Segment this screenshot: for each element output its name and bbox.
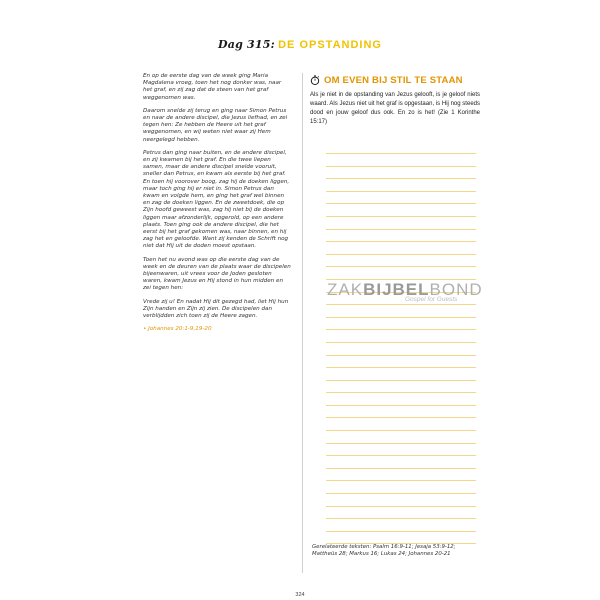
scripture-paragraph: Vrede zij u! En nadat Hij dit gezegd had, liet Hij hun Zijn handen en Zijn zij zien. De discipelen dan verblijdden zich toen zij de Heere zagen.: [143, 298, 289, 320]
writing-line[interactable]: [326, 480, 476, 481]
watermark-part2: BIJBEL: [363, 280, 430, 299]
reflection-column: [310, 73, 480, 127]
scripture-column: [143, 73, 291, 340]
writing-line[interactable]: [326, 166, 476, 167]
writing-line[interactable]: [326, 229, 476, 230]
writing-line[interactable]: [326, 468, 476, 469]
scripture-reference: • Johannes 20:1-9,19-20: [143, 326, 212, 333]
writing-line[interactable]: [326, 304, 476, 305]
scripture-paragraph: Toen het nu avond was op die eerste dag van de week en de deuren van de plaats waar de discipelen bijeenwaren, uit vrees voor de Joden gesloten waren, kwam Jezus en Hij stond in hun midden en zei tegen hen:: [143, 256, 291, 292]
writing-line[interactable]: [326, 203, 476, 204]
writing-line[interactable]: [326, 417, 476, 418]
stopwatch-icon: [310, 75, 320, 85]
writing-line[interactable]: [326, 329, 476, 330]
writing-line[interactable]: [326, 355, 476, 356]
page-heading: [0, 38, 600, 51]
watermark: [327, 280, 483, 303]
scripture-paragraph: Daarom snelde zij terug en ging naar Simon Petrus en naar de andere discipel, die Jezus liefhad, en zei tegen hen: Ze hebben de Heere uit het graf weggenomen, en wij weten niet waar zij Hem neergelegd hebben.: [143, 107, 288, 143]
writing-line[interactable]: [326, 518, 476, 519]
writing-line[interactable]: [326, 455, 476, 456]
scripture-paragraph: Petrus dan ging naar buiten, en de andere discipel, en zij kwamen bij het graf. En die twee liepen samen, maar de andere discipel snelde vooruit, sneller dan Petrus, en kwam als eerste bij het graf. En toen hij voorover boog, zag hij de doeken liggen, maar toch ging hij er niet in. Simon Petrus dan kwam en volgde hem, en ging het graf wel binnen en zag de doeken liggen. En de zweetdoek, die op Zijn hoofd geweest was, zag hij niet bij de doeken liggen maar afzonderlijk, opgerold, op een andere plaats. Toen ging ook de andere discipel, die het eerst bij het graf gekomen was, naar binnen, en hij zag het en geloofde. Want zij kenden de Schrift nog niet dat Hij uit de doden moest opstaan.: [143, 149, 290, 250]
writing-line[interactable]: [326, 216, 476, 217]
writing-line[interactable]: [326, 178, 476, 179]
writing-line[interactable]: [326, 392, 476, 393]
scripture-paragraph: En op de eerste dag van de week ging Maria Magdalena vroeg, toen het nog donker was, naar het graf, en zij zag dat de steen van het graf weggenomen was.: [143, 73, 282, 101]
reflection-text: Als je niet in de opstanding van Jezus gelooft, is je geloof niets waard. Als Jezus niet uit het graf is opgestaan, is Hij nog steeds dood en jouw geloof dus ook. En zo is het! (Zie 1 Korinthe 15:17): [310, 92, 480, 125]
writing-line[interactable]: [326, 342, 476, 343]
day-title: DE OPSTANDING: [278, 39, 382, 51]
reflection-title: OM EVEN BIJ STIL TE STAAN: [324, 74, 463, 86]
reflection-header: [310, 73, 480, 87]
writing-line[interactable]: [326, 380, 476, 381]
writing-line[interactable]: [326, 266, 476, 267]
column-divider: [302, 73, 303, 573]
writing-line[interactable]: [326, 506, 476, 507]
writing-line[interactable]: [326, 191, 476, 192]
related-texts: Gerelateerde teksten: Psalm 16:9-11; Jesaja 53:9-12; Mattheüs 28; Markus 16; Lukas 24; Johannes 20-21: [312, 544, 456, 558]
writing-line[interactable]: [326, 254, 476, 255]
day-label: Dag 315:: [218, 38, 275, 51]
watermark-subtitle: Gospel for Guests: [405, 296, 458, 303]
writing-line[interactable]: [326, 493, 476, 494]
writing-line[interactable]: [326, 241, 476, 242]
writing-lines[interactable]: [326, 153, 476, 556]
writing-line[interactable]: [326, 531, 476, 532]
writing-line[interactable]: [326, 317, 476, 318]
watermark-part3: BOND: [429, 280, 483, 299]
scripture-reference-text: Johannes 20:1-9,19-20: [148, 326, 212, 333]
writing-line[interactable]: [326, 430, 476, 431]
watermark-part1: ZAK: [327, 280, 364, 299]
page-number: 324: [295, 592, 305, 598]
writing-line[interactable]: [326, 153, 476, 154]
writing-line[interactable]: [326, 405, 476, 406]
writing-line[interactable]: [326, 367, 476, 368]
writing-line[interactable]: [326, 443, 476, 444]
